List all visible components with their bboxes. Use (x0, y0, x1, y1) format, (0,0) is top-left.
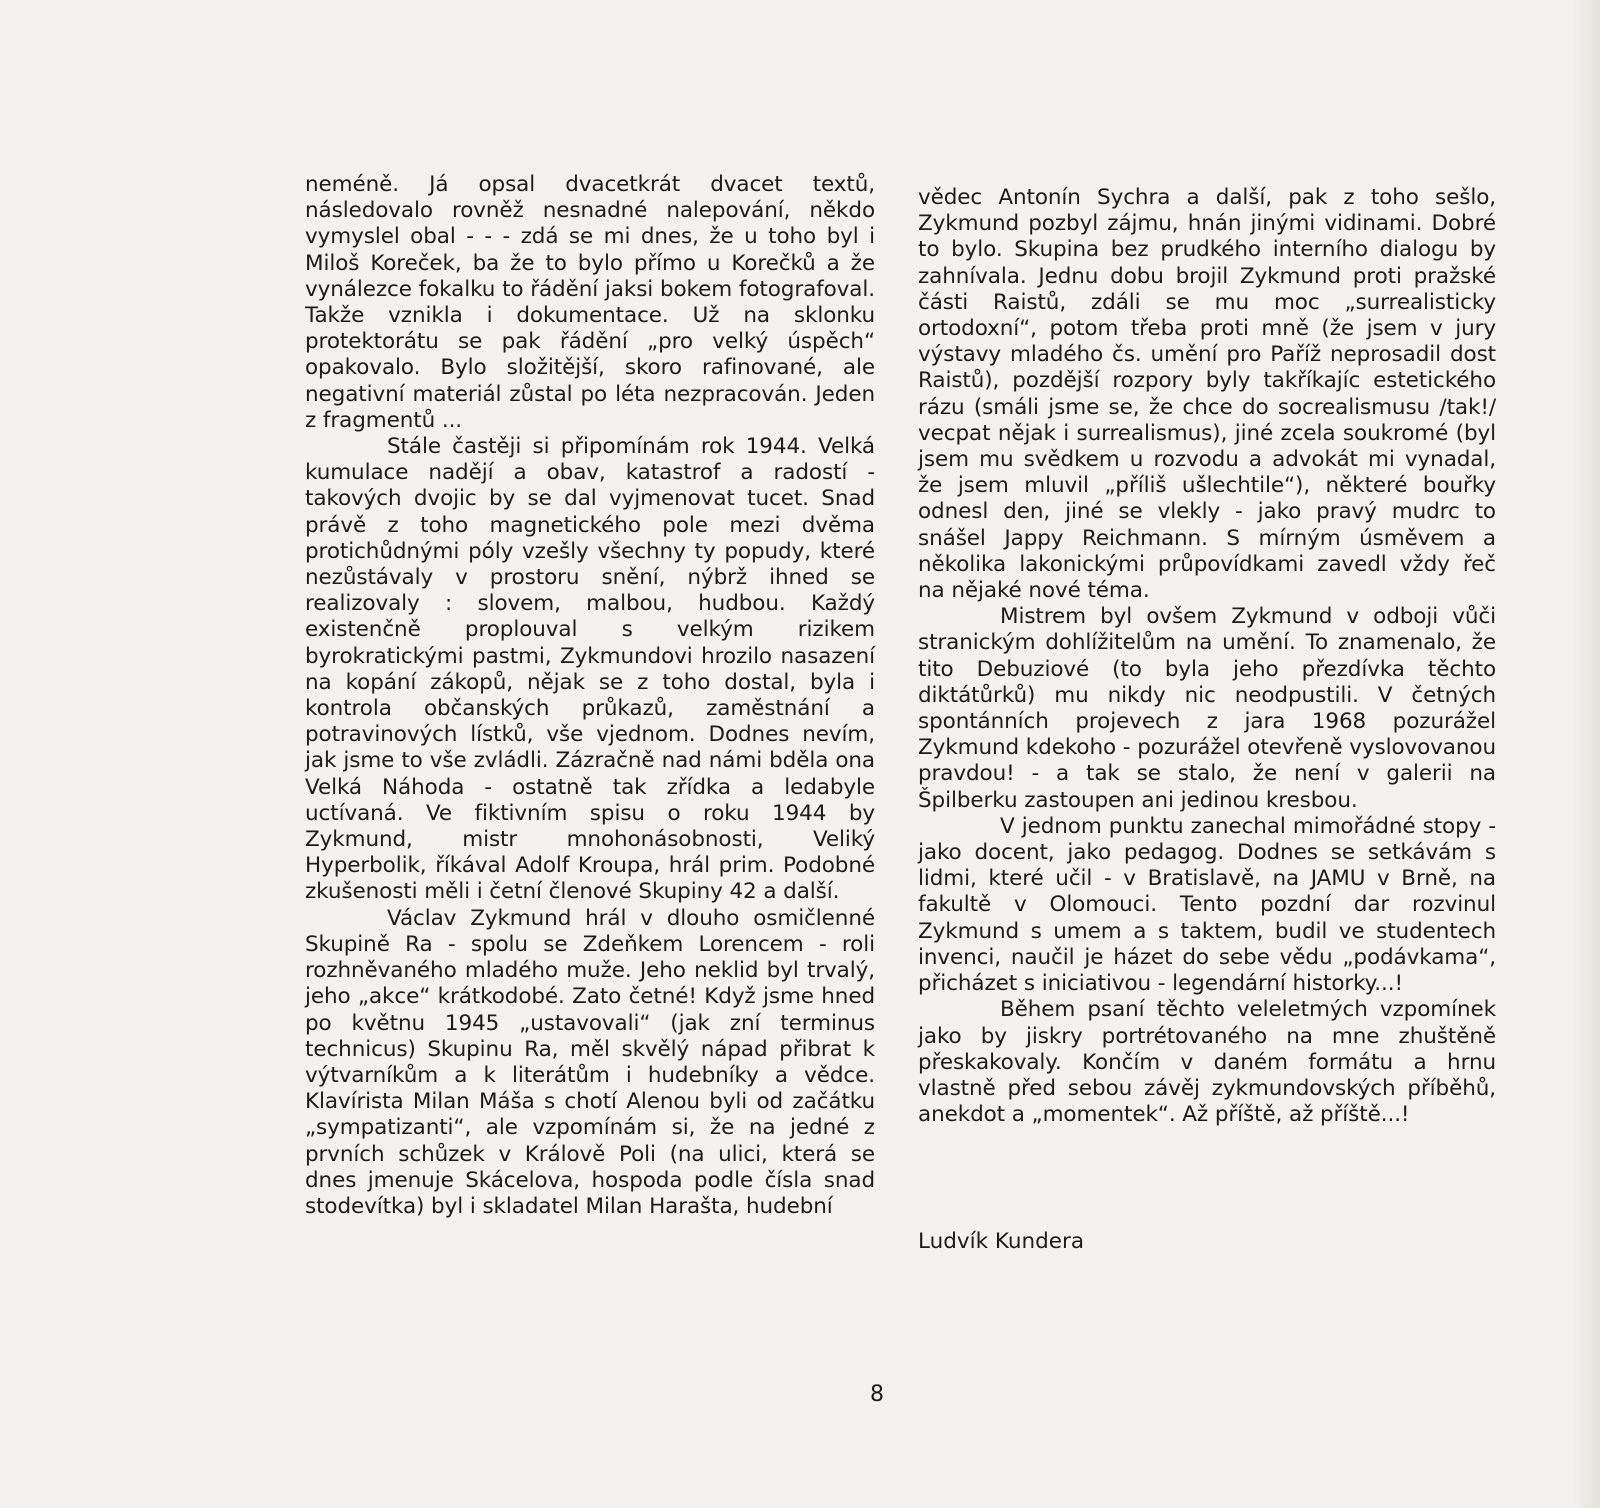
paragraph: neméně. Já opsal dvacetkrát dvacet textů, následovalo rovněž nesnadné nalepování, někdo vymyslel obal - - - zdá se mi dnes, že u toho byl i Miloš Koreček, ba že to bylo přímo u Korečků a že vynálezce fokalku to řádění jaksi bokem fotografoval. Takže vznikla i dokumentace. Už na sklonku protektorátu se pak řádění „pro velký úspěch“ opakovalo. Bylo složitější, skoro rafinované, ale negativní materiál zůstal po léta nezpracován. Jeden z fragmentů ... (305, 172, 875, 433)
left-text-column (305, 172, 875, 1220)
page-edge-shadow (1572, 0, 1600, 1508)
page-number: 8 (870, 1382, 884, 1407)
paragraph: V jednom punktu zanechal mimořádné stopy - jako docent, jako pedagog. Dodnes se setkávám s lidmi, které učil - v Bratislavě, na JAMU v Brně, na fakultě v Olomouci. Tento pozdní dar rozvinul Zykmund s umem a s taktem, budil ve studentech invenci, naučil je házet do sebe vědu „podávkama“, přicházet s iniciativou - legendární historky...! (918, 813, 1496, 997)
right-text-column (918, 185, 1496, 1128)
paragraph: Stále častěji si připomínám rok 1944. Velká kumulace nadějí a obav, katastrof a radostí - takových dvojic by se dal vyjmenovat tucet. Snad právě z toho magnetického pole mezi dvěma protichůdnými póly vzešly všechny ty popudy, které nezůstávaly v prostoru snění, nýbrž ihned se realizovaly : slovem, malbou, hudbou. Každý existenčně proplouval s velkým rizikem byrokratickými pastmi, Zykmundovi hrozilo nasazení na kopání zákopů, nějak se z toho dostal, byla i kontrola občanských průkazů, zaměstnání a potravinových lístků, vše vjednom. Dodnes nevím, jak jsme to vše zvládli. Zázračně nad námi bděla ona Velká Náhoda - ostatně tak zřídka a ledabyle uctívaná. Ve fiktivním spisu o roku 1944 by Zykmund, mistr mnohonásobnosti, Veliký Hyperbolik, říkával Adolf Kroupa, hrál prim. Podobné zkušenosti měli i četní členové Skupiny 42 a další. (305, 434, 875, 905)
paragraph: vědec Antonín Sychra a další, pak z toho sešlo, Zykmund pozbyl zájmu, hnán jinými vidinami. Dobré to bylo. Skupina bez prudkého interního dialogu by zahnívala. Jednu dobu brojil Zykmund proti pražské části Raistů, zdáli se mu moc „surrealisticky ortodoxní“, potom třeba proti mně (že jsem v jury výstavy mladého čs. umění pro Paříž neprosadil dost Raistů), pozdější rozpory byly takříkajíc estetického rázu (smáli jsme se, že chce do socrealismusu /tak!/ vecpat nějak i surrealismus), jiné zcela soukromé (byl jsem mu svědkem u rozvodu a advokát mi vynadal, že jsem mluvil „příliš ušlechtile“), některé bouřky odnesl den, jiné se vlekly - jako pravý mudrc to snášel Jappy Reichmann. S mírným úsměvem a několika lakonickými průpovídkami zavedl vždy řeč na nějaké nové téma. (918, 185, 1496, 604)
paragraph: Mistrem byl ovšem Zykmund v odboji vůči stranickým dohlížitelům na umění. To znamenalo, že tito Debuziové (to byla jeho přezdívka těchto diktátůrků) mu nikdy nic neodpustili. V četných spontánních projevech z jara 1968 pozurážel Zykmund kdekoho - pozurážel otevřeně vyslovovanou pravdou! - a tak se stalo, že není v galerii na Špilberku zastoupen ani jedinou kresbou. (918, 604, 1496, 813)
paragraph: Václav Zykmund hrál v dlouho osmičlenné Skupině Ra - spolu se Zdeňkem Lorencem - roli rozhněvaného mladého muže. Jeho neklid byl trvalý, jeho „akce“ krátkodobé. Zato četné! Když jsme hned po květnu 1945 „ustavovali“ (jak zní terminus technicus) Skupinu Ra, měl skvělý nápad přibrat k výtvarníkům a k literátům i hudebníky a vědce. Klavírista Milan Máša s chotí Alenou byli od začátku „sympatizanti“, ale vzpomínám si, že na jedné z prvních schůzek v Králově Poli (na ulici, která se dnes jmenuje Skácelova, hospoda podle čísla snad stodevítka) byl i skladatel Milan Harašta, hudební (305, 905, 875, 1219)
author-signature: Ludvík Kundera (918, 1229, 1085, 1254)
paragraph: Během psaní těchto veleletmých vzpomínek jako by jiskry portrétovaného na mne zhuštěně přeskakovaly. Končím v daném formátu a hrnu vlastně před sebou závěj zykmundovských příběhů, anekdot a „momentek“. Až příště, až příště...! (918, 997, 1496, 1128)
